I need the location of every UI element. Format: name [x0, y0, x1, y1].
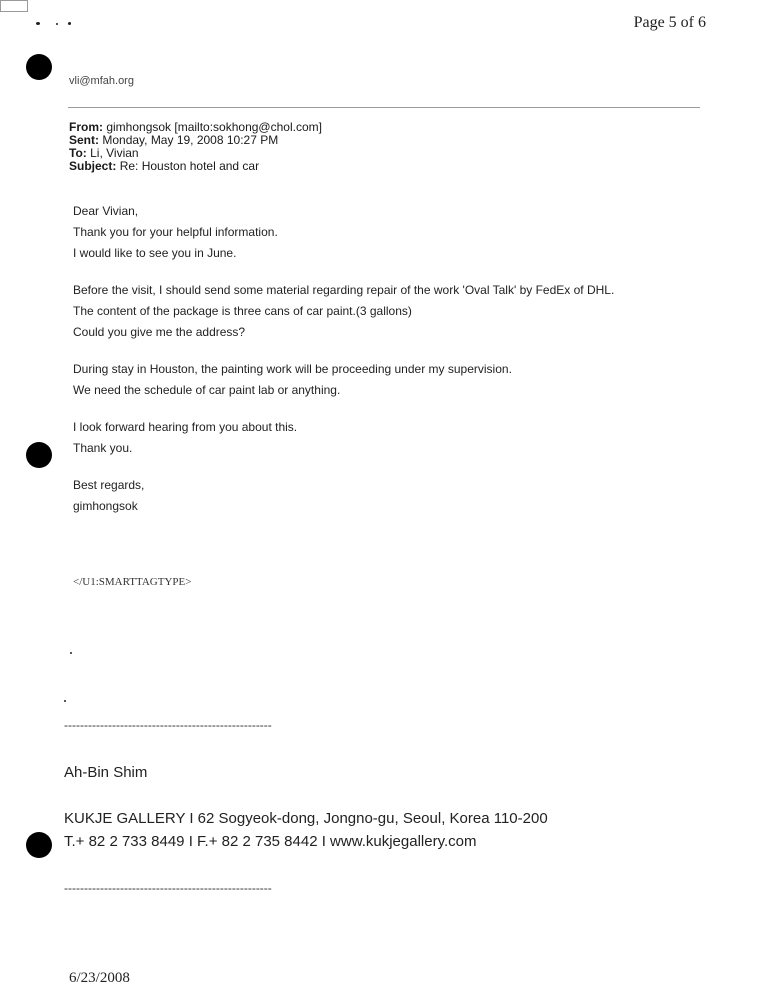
body-line: We need the schedule of car paint lab or anything.	[73, 383, 341, 397]
sent-label: Sent:	[69, 133, 99, 147]
subject-label: Subject:	[69, 159, 117, 173]
from-value: gimhongsok [mailto:sokhong@chol.com]	[106, 120, 322, 134]
footer-date: 6/23/2008	[69, 970, 130, 986]
page-number: Page 5 of 6	[633, 14, 706, 31]
punch-hole-middle	[26, 442, 52, 468]
from-label: From:	[69, 120, 103, 134]
signature-name: Ah-Bin Shim	[64, 764, 148, 781]
header-separator	[68, 107, 700, 108]
signature-address: KUKJE GALLERY I 62 Sogyeok-dong, Jongno-gu, Seoul, Korea 110-200	[64, 810, 548, 827]
signature-divider-top: ----------------------------------------------------	[64, 718, 272, 732]
sent-value: Monday, May 19, 2008 10:27 PM	[102, 133, 279, 147]
greeting: Dear Vivian,	[73, 204, 139, 218]
body-line: The content of the package is three cans of car paint.(3 gallons)	[73, 304, 412, 318]
to-value: Li, Vivian	[90, 146, 139, 160]
body-line: Thank you.	[73, 441, 133, 455]
body-line: During stay in Houston, the painting work will be proceeding under my supervision.	[73, 362, 512, 376]
body-line: I look forward hearing from you about this.	[73, 420, 298, 434]
closing: Best regards,	[73, 478, 145, 492]
scan-stamp	[0, 0, 28, 12]
punch-hole-bottom	[26, 832, 52, 858]
subject-row	[69, 160, 322, 173]
subject-value: Re: Houston hotel and car	[119, 159, 260, 173]
body-line: Thank you for your helpful information.	[73, 225, 278, 239]
signature-contact: T.+ 82 2 733 8449 I F.+ 82 2 735 8442 I www.kukjegallery.com	[64, 833, 477, 850]
to-label: To:	[69, 146, 87, 160]
body-line: Before the visit, I should send some material regarding repair of the work 'Oval Talk' by FedEx of DHL.	[73, 283, 615, 297]
email-header	[69, 121, 322, 173]
punch-hole-top	[26, 54, 52, 80]
body-line: Could you give me the address?	[73, 325, 246, 339]
sender-name: gimhongsok	[73, 499, 138, 513]
recipient-address: vli@mfah.org	[69, 75, 134, 87]
signature-divider-bottom: ----------------------------------------------------	[64, 881, 272, 895]
body-line: I would like to see you in June.	[73, 246, 237, 260]
smart-tag-text: </U1:SMARTTAGTYPE>	[73, 576, 192, 588]
